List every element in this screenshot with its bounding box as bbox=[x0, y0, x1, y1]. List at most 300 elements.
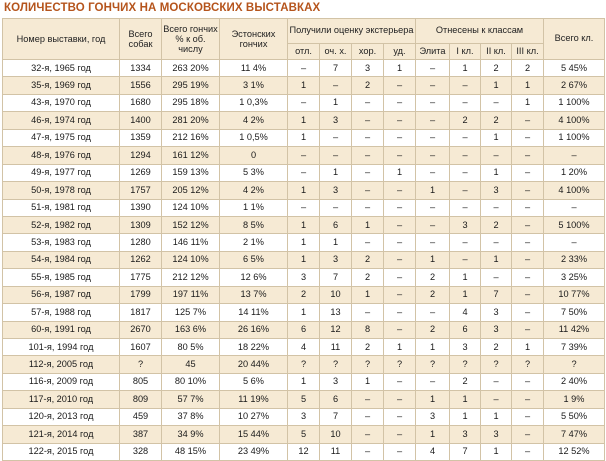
cell-total-class: 10 77% bbox=[544, 286, 605, 303]
cell-class-1: 3 bbox=[450, 216, 481, 233]
cell-good: – bbox=[352, 129, 384, 146]
cell-total-class: 5 45% bbox=[544, 60, 605, 77]
cell-total-hounds: 152 12% bbox=[162, 216, 220, 233]
cell-class-3: – bbox=[512, 269, 544, 286]
cell-good: – bbox=[352, 391, 384, 408]
cell-excellent: – bbox=[288, 94, 320, 111]
header-total-hounds: Всего гончих % к об. числу bbox=[162, 19, 220, 60]
cell-good: – bbox=[352, 426, 384, 443]
cell-class-3: – bbox=[512, 443, 544, 460]
cell-total-dogs: ? bbox=[120, 356, 162, 373]
cell-satisfactory: – bbox=[384, 182, 416, 199]
cell-excellent: – bbox=[288, 164, 320, 181]
cell-excellent: 4 bbox=[288, 339, 320, 356]
cell-exhibition: 50-я, 1978 год bbox=[3, 182, 120, 199]
cell-elite: – bbox=[416, 199, 450, 216]
hounds-table bbox=[2, 18, 605, 461]
cell-class-3: – bbox=[512, 164, 544, 181]
cell-total-hounds: 146 11% bbox=[162, 234, 220, 251]
cell-total-dogs: 1400 bbox=[120, 112, 162, 129]
cell-satisfactory: – bbox=[384, 373, 416, 390]
cell-very-good: 7 bbox=[320, 408, 352, 425]
cell-total-hounds: 37 8% bbox=[162, 408, 220, 425]
cell-elite: – bbox=[416, 129, 450, 146]
cell-total-class: 1 9% bbox=[544, 391, 605, 408]
cell-estonian-hounds: 26 16% bbox=[220, 321, 288, 338]
cell-good: 3 bbox=[352, 60, 384, 77]
cell-satisfactory: ? bbox=[384, 356, 416, 373]
cell-total-hounds: 159 13% bbox=[162, 164, 220, 181]
cell-class-1: 2 bbox=[450, 112, 481, 129]
cell-good: 2 bbox=[352, 77, 384, 94]
cell-very-good: 1 bbox=[320, 94, 352, 111]
cell-class-2: 7 bbox=[481, 286, 512, 303]
cell-excellent: – bbox=[288, 147, 320, 164]
cell-very-good: 6 bbox=[320, 216, 352, 233]
cell-very-good: 6 bbox=[320, 391, 352, 408]
cell-estonian-hounds: 15 44% bbox=[220, 426, 288, 443]
table-row bbox=[3, 94, 605, 111]
cell-estonian-hounds: 13 7% bbox=[220, 286, 288, 303]
cell-class-3: – bbox=[512, 373, 544, 390]
cell-class-1: – bbox=[450, 234, 481, 251]
cell-class-3: – bbox=[512, 251, 544, 268]
table-row bbox=[3, 147, 605, 164]
cell-class-1: – bbox=[450, 147, 481, 164]
cell-class-3: – bbox=[512, 408, 544, 425]
cell-class-3: 1 bbox=[512, 94, 544, 111]
cell-total-dogs: 1556 bbox=[120, 77, 162, 94]
cell-total-dogs: 1607 bbox=[120, 339, 162, 356]
table-row bbox=[3, 112, 605, 129]
cell-excellent: 2 bbox=[288, 286, 320, 303]
cell-total-class: 1 20% bbox=[544, 164, 605, 181]
cell-total-dogs: 2670 bbox=[120, 321, 162, 338]
subheader-satisfactory: уд. bbox=[384, 44, 416, 60]
cell-estonian-hounds: 1 0,3% bbox=[220, 94, 288, 111]
cell-excellent: 1 bbox=[288, 304, 320, 321]
cell-exhibition: 112-я, 2005 год bbox=[3, 356, 120, 373]
cell-good: – bbox=[352, 443, 384, 460]
cell-exhibition: 54-я, 1984 год bbox=[3, 251, 120, 268]
table-row bbox=[3, 199, 605, 216]
cell-satisfactory: – bbox=[384, 147, 416, 164]
cell-total-dogs: 1309 bbox=[120, 216, 162, 233]
page-title: КОЛИЧЕСТВО ГОНЧИХ НА МОСКОВСКИХ ВЫСТАВКАХ bbox=[4, 2, 321, 14]
cell-satisfactory: – bbox=[384, 234, 416, 251]
cell-estonian-hounds: 4 2% bbox=[220, 182, 288, 199]
cell-class-2: 1 bbox=[481, 129, 512, 146]
cell-estonian-hounds: 11 19% bbox=[220, 391, 288, 408]
cell-estonian-hounds: 14 11% bbox=[220, 304, 288, 321]
cell-class-3: – bbox=[512, 391, 544, 408]
cell-estonian-hounds: 11 4% bbox=[220, 60, 288, 77]
cell-total-hounds: 124 10% bbox=[162, 251, 220, 268]
cell-class-2: ? bbox=[481, 356, 512, 373]
table-row bbox=[3, 182, 605, 199]
table-header bbox=[3, 19, 605, 60]
cell-estonian-hounds: 6 5% bbox=[220, 251, 288, 268]
cell-total-hounds: 124 10% bbox=[162, 199, 220, 216]
cell-total-dogs: 1269 bbox=[120, 164, 162, 181]
cell-satisfactory: – bbox=[384, 216, 416, 233]
table-row bbox=[3, 356, 605, 373]
cell-class-1: 1 bbox=[450, 60, 481, 77]
cell-very-good: 1 bbox=[320, 234, 352, 251]
cell-total-hounds: 57 7% bbox=[162, 391, 220, 408]
cell-satisfactory: – bbox=[384, 199, 416, 216]
cell-total-class: 11 42% bbox=[544, 321, 605, 338]
cell-estonian-hounds: 0 bbox=[220, 147, 288, 164]
cell-total-dogs: 459 bbox=[120, 408, 162, 425]
cell-class-3: – bbox=[512, 182, 544, 199]
cell-class-1: 3 bbox=[450, 339, 481, 356]
cell-class-2: 2 bbox=[481, 216, 512, 233]
cell-excellent: 5 bbox=[288, 391, 320, 408]
cell-total-class: 4 100% bbox=[544, 182, 605, 199]
cell-estonian-hounds: 20 44% bbox=[220, 356, 288, 373]
cell-class-1: 6 bbox=[450, 321, 481, 338]
cell-elite: ? bbox=[416, 356, 450, 373]
table-row bbox=[3, 373, 605, 390]
cell-very-good: 13 bbox=[320, 304, 352, 321]
cell-satisfactory: – bbox=[384, 77, 416, 94]
cell-estonian-hounds: 5 3% bbox=[220, 164, 288, 181]
cell-exhibition: 32-я, 1965 год bbox=[3, 60, 120, 77]
cell-estonian-hounds: 4 2% bbox=[220, 112, 288, 129]
cell-total-class: 5 50% bbox=[544, 408, 605, 425]
cell-elite: 3 bbox=[416, 408, 450, 425]
cell-exhibition: 35-я, 1969 год bbox=[3, 77, 120, 94]
cell-total-dogs: 1390 bbox=[120, 199, 162, 216]
table-row bbox=[3, 77, 605, 94]
cell-satisfactory: – bbox=[384, 304, 416, 321]
cell-total-hounds: 295 19% bbox=[162, 77, 220, 94]
cell-exhibition: 43-я, 1970 год bbox=[3, 94, 120, 111]
cell-elite: – bbox=[416, 304, 450, 321]
cell-good: – bbox=[352, 199, 384, 216]
cell-exhibition: 52-я, 1982 год bbox=[3, 216, 120, 233]
cell-class-2: 3 bbox=[481, 426, 512, 443]
cell-total-class: 5 100% bbox=[544, 216, 605, 233]
cell-satisfactory: – bbox=[384, 391, 416, 408]
cell-total-class: – bbox=[544, 147, 605, 164]
cell-exhibition: 121-я, 2014 год bbox=[3, 426, 120, 443]
cell-satisfactory: – bbox=[384, 129, 416, 146]
cell-excellent: 1 bbox=[288, 373, 320, 390]
cell-good: – bbox=[352, 234, 384, 251]
cell-elite: – bbox=[416, 94, 450, 111]
cell-very-good: ? bbox=[320, 356, 352, 373]
cell-elite: 1 bbox=[416, 182, 450, 199]
cell-estonian-hounds: 1 1% bbox=[220, 199, 288, 216]
cell-class-3: ? bbox=[512, 356, 544, 373]
cell-exhibition: 46-я, 1974 год bbox=[3, 112, 120, 129]
cell-very-good: 12 bbox=[320, 321, 352, 338]
cell-excellent: 3 bbox=[288, 408, 320, 425]
cell-total-class: 7 39% bbox=[544, 339, 605, 356]
cell-good: – bbox=[352, 147, 384, 164]
table-row bbox=[3, 321, 605, 338]
cell-good: – bbox=[352, 94, 384, 111]
cell-exhibition: 49-я, 1977 год bbox=[3, 164, 120, 181]
cell-total-class: 1 100% bbox=[544, 129, 605, 146]
cell-estonian-hounds: 12 6% bbox=[220, 269, 288, 286]
cell-class-2: 3 bbox=[481, 321, 512, 338]
cell-estonian-hounds: 23 49% bbox=[220, 443, 288, 460]
table-row bbox=[3, 408, 605, 425]
cell-elite: 1 bbox=[416, 339, 450, 356]
cell-total-dogs: 1334 bbox=[120, 60, 162, 77]
cell-class-2: – bbox=[481, 373, 512, 390]
cell-class-1: 3 bbox=[450, 426, 481, 443]
cell-class-3: – bbox=[512, 216, 544, 233]
cell-satisfactory: 1 bbox=[384, 164, 416, 181]
cell-estonian-hounds: 1 0,5% bbox=[220, 129, 288, 146]
cell-total-dogs: 1757 bbox=[120, 182, 162, 199]
cell-class-1: 2 bbox=[450, 373, 481, 390]
cell-total-dogs: 809 bbox=[120, 391, 162, 408]
cell-total-class: 2 40% bbox=[544, 373, 605, 390]
table-row bbox=[3, 251, 605, 268]
table-row bbox=[3, 216, 605, 233]
cell-class-3: – bbox=[512, 321, 544, 338]
cell-class-3: 1 bbox=[512, 339, 544, 356]
cell-total-hounds: 45 bbox=[162, 356, 220, 373]
cell-very-good: 7 bbox=[320, 269, 352, 286]
cell-class-2: 1 bbox=[481, 77, 512, 94]
cell-class-3: – bbox=[512, 426, 544, 443]
cell-class-1: 1 bbox=[450, 269, 481, 286]
cell-total-class: 2 67% bbox=[544, 77, 605, 94]
cell-excellent: – bbox=[288, 60, 320, 77]
cell-exhibition: 51-я, 1981 год bbox=[3, 199, 120, 216]
cell-good: ? bbox=[352, 356, 384, 373]
cell-good: 1 bbox=[352, 216, 384, 233]
cell-total-class: 1 100% bbox=[544, 94, 605, 111]
cell-good: – bbox=[352, 112, 384, 129]
cell-class-1: 1 bbox=[450, 408, 481, 425]
table-row bbox=[3, 443, 605, 460]
cell-total-dogs: 1775 bbox=[120, 269, 162, 286]
cell-class-2: – bbox=[481, 199, 512, 216]
cell-total-dogs: 1799 bbox=[120, 286, 162, 303]
cell-very-good: 10 bbox=[320, 286, 352, 303]
cell-class-1: 1 bbox=[450, 286, 481, 303]
cell-very-good: 11 bbox=[320, 443, 352, 460]
cell-excellent: 5 bbox=[288, 426, 320, 443]
cell-class-2: 1 bbox=[481, 251, 512, 268]
cell-exhibition: 47-я, 1975 год bbox=[3, 129, 120, 146]
cell-very-good: 1 bbox=[320, 164, 352, 181]
table-row bbox=[3, 234, 605, 251]
header-total-dogs: Всего собак bbox=[120, 19, 162, 60]
cell-elite: – bbox=[416, 112, 450, 129]
header-exhibition: Номер выставки, год bbox=[3, 19, 120, 60]
cell-satisfactory: – bbox=[384, 251, 416, 268]
cell-total-dogs: 1359 bbox=[120, 129, 162, 146]
cell-elite: 2 bbox=[416, 321, 450, 338]
cell-class-2: 2 bbox=[481, 339, 512, 356]
cell-satisfactory: 1 bbox=[384, 60, 416, 77]
cell-class-3: 2 bbox=[512, 60, 544, 77]
subheader-elite: Элита bbox=[416, 44, 450, 60]
table-row bbox=[3, 391, 605, 408]
table-row bbox=[3, 304, 605, 321]
subheader-class-2: II кл. bbox=[481, 44, 512, 60]
cell-class-2: 1 bbox=[481, 164, 512, 181]
cell-total-hounds: 80 5% bbox=[162, 339, 220, 356]
cell-total-class: 7 50% bbox=[544, 304, 605, 321]
cell-elite: 2 bbox=[416, 269, 450, 286]
cell-class-3: – bbox=[512, 112, 544, 129]
cell-total-hounds: 80 10% bbox=[162, 373, 220, 390]
cell-class-1: 1 bbox=[450, 391, 481, 408]
cell-class-2: – bbox=[481, 391, 512, 408]
cell-excellent: – bbox=[288, 199, 320, 216]
cell-exhibition: 101-я, 1994 год bbox=[3, 339, 120, 356]
cell-excellent: 1 bbox=[288, 129, 320, 146]
cell-class-3: – bbox=[512, 199, 544, 216]
table-row bbox=[3, 164, 605, 181]
cell-total-class: – bbox=[544, 234, 605, 251]
table-row bbox=[3, 129, 605, 146]
header-classes-group: Отнесены к классам bbox=[416, 19, 544, 44]
cell-class-1: – bbox=[450, 182, 481, 199]
cell-total-class: 3 25% bbox=[544, 269, 605, 286]
cell-elite: – bbox=[416, 234, 450, 251]
cell-exhibition: 60-я, 1991 год bbox=[3, 321, 120, 338]
cell-total-dogs: 1280 bbox=[120, 234, 162, 251]
cell-very-good: 3 bbox=[320, 251, 352, 268]
subheader-very-good: оч. х. bbox=[320, 44, 352, 60]
cell-elite: – bbox=[416, 77, 450, 94]
subheader-class-3: III кл. bbox=[512, 44, 544, 60]
cell-satisfactory: – bbox=[384, 112, 416, 129]
table-row bbox=[3, 286, 605, 303]
table-row bbox=[3, 269, 605, 286]
cell-excellent: 1 bbox=[288, 182, 320, 199]
cell-class-1: – bbox=[450, 251, 481, 268]
cell-class-3: – bbox=[512, 304, 544, 321]
cell-total-hounds: 163 6% bbox=[162, 321, 220, 338]
cell-class-2: 1 bbox=[481, 408, 512, 425]
table-row bbox=[3, 339, 605, 356]
cell-total-dogs: 387 bbox=[120, 426, 162, 443]
cell-very-good: – bbox=[320, 77, 352, 94]
cell-exhibition: 116-я, 2009 год bbox=[3, 373, 120, 390]
cell-very-good: – bbox=[320, 129, 352, 146]
cell-total-dogs: 1262 bbox=[120, 251, 162, 268]
cell-elite: 1 bbox=[416, 251, 450, 268]
cell-total-dogs: 805 bbox=[120, 373, 162, 390]
cell-total-hounds: 197 11% bbox=[162, 286, 220, 303]
cell-good: – bbox=[352, 408, 384, 425]
cell-total-class: 12 52% bbox=[544, 443, 605, 460]
cell-good: 2 bbox=[352, 251, 384, 268]
cell-total-hounds: 212 16% bbox=[162, 129, 220, 146]
cell-total-hounds: 263 20% bbox=[162, 60, 220, 77]
cell-good: – bbox=[352, 182, 384, 199]
cell-exhibition: 57-я, 1988 год bbox=[3, 304, 120, 321]
cell-total-class: – bbox=[544, 199, 605, 216]
cell-total-hounds: 295 18% bbox=[162, 94, 220, 111]
cell-elite: 1 bbox=[416, 426, 450, 443]
cell-total-class: 7 47% bbox=[544, 426, 605, 443]
cell-very-good: – bbox=[320, 147, 352, 164]
cell-excellent: 1 bbox=[288, 234, 320, 251]
cell-total-hounds: 281 20% bbox=[162, 112, 220, 129]
cell-very-good: 10 bbox=[320, 426, 352, 443]
cell-satisfactory: – bbox=[384, 94, 416, 111]
cell-elite: – bbox=[416, 373, 450, 390]
cell-class-1: – bbox=[450, 164, 481, 181]
cell-total-dogs: 1680 bbox=[120, 94, 162, 111]
cell-total-class: 4 100% bbox=[544, 112, 605, 129]
cell-class-3: – bbox=[512, 286, 544, 303]
cell-excellent: 1 bbox=[288, 251, 320, 268]
cell-class-2: 2 bbox=[481, 60, 512, 77]
cell-class-2: 3 bbox=[481, 304, 512, 321]
cell-elite: 2 bbox=[416, 286, 450, 303]
cell-class-1: ? bbox=[450, 356, 481, 373]
cell-class-2: – bbox=[481, 269, 512, 286]
cell-excellent: 1 bbox=[288, 77, 320, 94]
cell-class-1: – bbox=[450, 94, 481, 111]
cell-exhibition: 56-я, 1987 год bbox=[3, 286, 120, 303]
cell-class-1: – bbox=[450, 129, 481, 146]
cell-good: 1 bbox=[352, 373, 384, 390]
cell-satisfactory: – bbox=[384, 443, 416, 460]
cell-exhibition: 48-я, 1976 год bbox=[3, 147, 120, 164]
cell-good: 8 bbox=[352, 321, 384, 338]
cell-elite: – bbox=[416, 164, 450, 181]
cell-class-1: 4 bbox=[450, 304, 481, 321]
cell-total-dogs: 328 bbox=[120, 443, 162, 460]
cell-estonian-hounds: 5 6% bbox=[220, 373, 288, 390]
cell-total-class: ? bbox=[544, 356, 605, 373]
table-row bbox=[3, 60, 605, 77]
cell-estonian-hounds: 8 5% bbox=[220, 216, 288, 233]
cell-class-2: – bbox=[481, 147, 512, 164]
subheader-excellent: отл. bbox=[288, 44, 320, 60]
cell-elite: 4 bbox=[416, 443, 450, 460]
cell-class-2: 3 bbox=[481, 182, 512, 199]
cell-exhibition: 122-я, 2015 год bbox=[3, 443, 120, 460]
cell-good: 2 bbox=[352, 269, 384, 286]
cell-satisfactory: – bbox=[384, 321, 416, 338]
cell-total-hounds: 161 12% bbox=[162, 147, 220, 164]
table-row bbox=[3, 426, 605, 443]
cell-good: 2 bbox=[352, 339, 384, 356]
cell-excellent: 1 bbox=[288, 112, 320, 129]
cell-very-good: 3 bbox=[320, 182, 352, 199]
cell-very-good: 11 bbox=[320, 339, 352, 356]
cell-total-hounds: 34 9% bbox=[162, 426, 220, 443]
cell-elite: 1 bbox=[416, 391, 450, 408]
cell-good: – bbox=[352, 304, 384, 321]
header-estonian-hounds: Эстонских гончих bbox=[220, 19, 288, 60]
cell-total-hounds: 48 15% bbox=[162, 443, 220, 460]
cell-estonian-hounds: 2 1% bbox=[220, 234, 288, 251]
cell-excellent: 1 bbox=[288, 216, 320, 233]
cell-class-3: – bbox=[512, 129, 544, 146]
cell-very-good: – bbox=[320, 199, 352, 216]
cell-excellent: 12 bbox=[288, 443, 320, 460]
header-total-class: Всего кл. bbox=[544, 19, 605, 60]
cell-total-dogs: 1817 bbox=[120, 304, 162, 321]
cell-class-3: – bbox=[512, 147, 544, 164]
